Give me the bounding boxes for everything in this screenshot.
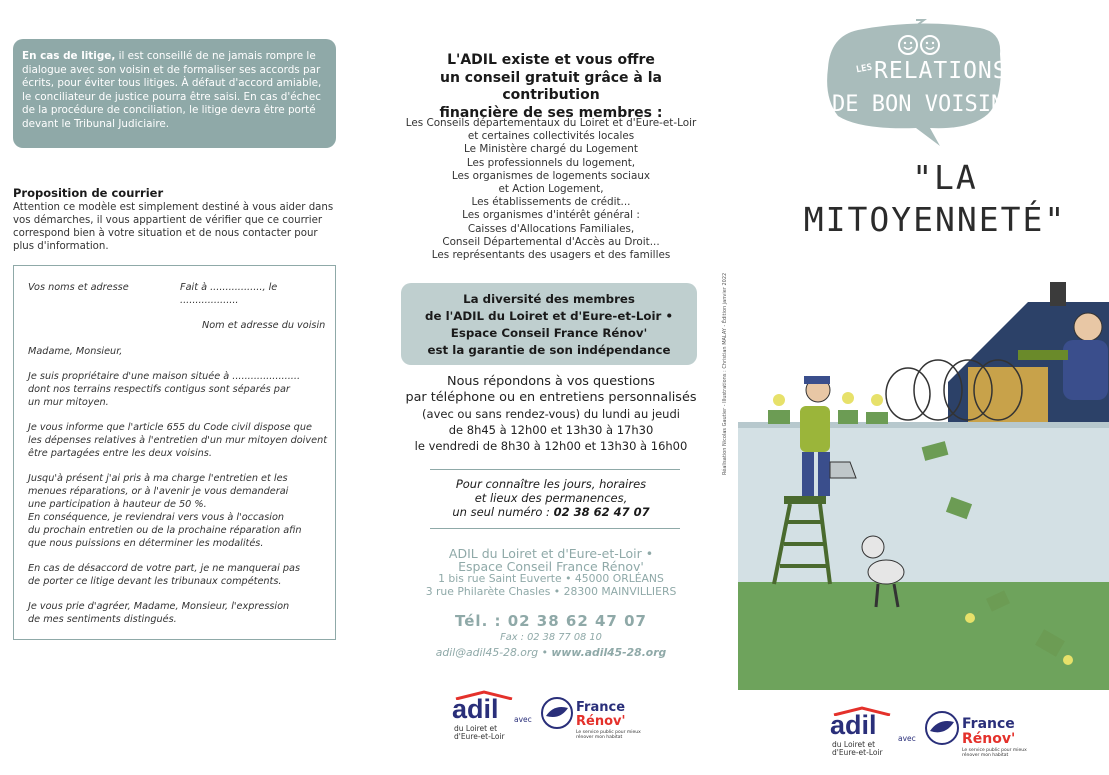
address-block [396, 548, 706, 598]
letter-line: Je vous informe que l'article 655 du Code civil dispose que [28, 422, 312, 433]
email-web [396, 646, 706, 659]
adil-sub-line: d'Eure-et-Loir [832, 748, 883, 757]
address-line: ADIL du Loiret et d'Eure-et-Loir • [448, 546, 654, 561]
france-renov-marianne-icon [540, 696, 574, 730]
logos-right [830, 706, 1080, 768]
letter-line: du prochain entretien ou de la prochaine réparation afin [28, 525, 302, 536]
address-line: 3 rue Philarète Chasles • 28300 MAINVILLIERS [425, 584, 677, 598]
adil-logo-sub [832, 741, 883, 757]
permanences-line: un seul numéro : [452, 504, 554, 519]
divider [430, 469, 680, 470]
chimney [1050, 282, 1066, 306]
avec-label: avec [514, 715, 532, 724]
letter-line: Je suis propriétaire d'une maison située à ...................... [28, 371, 301, 382]
members-list [396, 117, 706, 262]
letter-salutation: Madame, Monsieur, [28, 346, 123, 357]
contact-hours [396, 374, 706, 454]
permanences-info [396, 478, 706, 519]
letter-line: de porter ce litige devant les tribunaux compétents. [28, 576, 282, 587]
litige-box [13, 39, 336, 148]
member-item: et certaines collectivités locales [467, 130, 635, 143]
member-item: Conseil Départemental d'Accès au Droit... [442, 235, 660, 248]
tagline-line: Le service public pour mieux [576, 730, 641, 735]
litige-bold: En cas de litige, [22, 50, 116, 62]
adil-title-line: L'ADIL existe et vous offre [447, 52, 655, 68]
adil-title [396, 52, 706, 122]
fax: Fax : 02 38 77 08 10 [500, 632, 602, 643]
permanences-line: et lieux des permanences, [474, 490, 628, 505]
litige-text: il est conseillé de ne jamais rompre le dialogue avec son voisin et de formaliser ses accords par écrits, pour éviter tous litiges. À défaut d'accord amiable, le conciliateur de justice pourra être saisi. En cas d'échec de la procédure de conciliation, le litige devra être porté devant le Tribunal Judiciaire. [22, 50, 322, 130]
letter-place-date: Fait à ................., le ................... [180, 282, 278, 306]
telephone[interactable]: Tél. : 02 38 62 47 07 [455, 612, 647, 630]
letter-line: une participation à hauteur de 50 %. [28, 499, 207, 510]
lawn [738, 568, 1109, 690]
adil-logo-sub [454, 725, 505, 741]
address-line: Espace Conseil France Rénov' [458, 558, 644, 574]
credits [722, 240, 734, 475]
member-item: Les organismes d'intérêt général : [462, 209, 640, 222]
member-item: Les organismes de logements sociaux [451, 169, 651, 182]
tagline-line: rénover mon habitat [962, 753, 1009, 758]
divider [430, 528, 680, 529]
member-item: Les représentants des usagers et des familles [431, 249, 671, 262]
logos-middle [452, 690, 702, 750]
contact-line: le vendredi de 8h30 à 12h00 et 13h30 à 16h00 [414, 439, 688, 453]
letter-line: Je vous prie d'agréer, Madame, Monsieur, l'expression [28, 601, 290, 612]
bubble-relations: RELATIONS [874, 58, 1008, 84]
letter-template [13, 265, 336, 640]
letter-line: menues réparations, or à l'avenir je vous demanderai [28, 486, 289, 497]
adil-sub-line: d'Eure-et-Loir [454, 732, 505, 741]
member-item: et Action Logement, [498, 183, 604, 196]
credits-text: Réalisation Nicolas Gautier - Illustrations : Christian MALAY - Édition janvier 2022 [722, 272, 728, 475]
adil-sub-line: du Loiret et [832, 740, 876, 749]
letter-line: Jusqu'à présent j'ai pris à ma charge l'entretien et les [28, 473, 288, 484]
bubble-voisinage: DE BON VOISINAGE [832, 92, 1044, 117]
adil-logo: adil [452, 694, 499, 724]
tagline-line: Le service public pour mieux [962, 748, 1027, 753]
separator: • [538, 646, 552, 659]
cover-title-line1: "LA [912, 158, 978, 197]
tagline-line: rénover mon habitat [576, 735, 623, 740]
contact-line: Nous répondons à vos questions [447, 374, 655, 389]
member-item: Le Ministère chargé du Logement [464, 143, 638, 156]
permanences-phone[interactable]: 02 38 62 47 07 [553, 504, 650, 519]
france-renov-tagline [576, 730, 641, 740]
avec-label: avec [898, 734, 916, 743]
independence-line: est la garantie de son indépendance [427, 343, 671, 357]
independence-line: La diversité des membres [463, 292, 635, 306]
france-renov-marianne-icon [924, 710, 960, 746]
member-item: Les Conseils départementaux du Loiret et d'Eure-et-Loir [405, 117, 697, 129]
letter-line: dont nos terrains respectifs contigus sont séparés par [28, 384, 290, 395]
proposition-text: Attention ce modèle est simplement destiné à vous aider dans vos démarches, il vous appartient de vérifier que ce courrier correspond bien à votre situation et de nous contacter pour plus d'information. [13, 202, 334, 252]
zz-icon [916, 20, 924, 26]
address-line: 1 bis rue Saint Euverte • 45000 ORLÉANS [438, 572, 664, 585]
letter-line: de mes sentiments distingués. [28, 614, 177, 625]
independence-box [401, 283, 697, 365]
member-item: Caisses d'Allocations Familiales, [467, 222, 635, 235]
adil-title-line: financière de ses membres : [439, 104, 663, 121]
contact-line: (avec ou sans rendez-vous) du lundi au jeudi [422, 407, 680, 421]
member-item: Les professionnels du logement, [466, 156, 636, 169]
france-renov-renov: Rénov' [576, 714, 626, 729]
proposition-title: Proposition de courrier [13, 186, 164, 200]
letter-sender: Vos noms et adresse [28, 282, 129, 293]
letter-line: En conséquence, je reviendrai vers vous à l'occasion [28, 512, 285, 523]
member-item: Les établissements de crédit... [471, 196, 631, 209]
contact-line: de 8h45 à 12h00 et 13h30 à 17h30 [448, 423, 654, 437]
france-renov-france: France [576, 700, 626, 715]
letter-line: En cas de désaccord de votre part, je ne manquerai pas [28, 563, 300, 574]
france-renov-france: France [962, 716, 1015, 732]
letter-line: être partagées entre les deux voisins. [28, 448, 212, 459]
independence-line: de l'ADIL du Loiret et d'Eure-et-Loir • [425, 309, 673, 323]
adil-title-line: un conseil gratuit grâce à la contribution [440, 69, 662, 103]
neighbor-illustration [738, 272, 1109, 690]
contact-line: par téléphone ou en entretiens personnalisés [405, 390, 697, 405]
independence-line: Espace Conseil France Rénov' [450, 326, 648, 340]
letter-line: que nous puissions en déterminer les modalités. [28, 538, 264, 549]
letter-line: les dépenses relatives à l'entretien d'un mur mitoyen doivent [28, 435, 328, 446]
france-renov-tagline [962, 748, 1027, 758]
bubble-les: LES [855, 62, 874, 76]
web-link[interactable]: www.adil45-28.org [551, 646, 667, 659]
letter-neighbor: Nom et adresse du voisin [202, 320, 326, 331]
adil-sub-line: du Loiret et [454, 724, 498, 733]
letter-line: un mur mitoyen. [28, 397, 109, 408]
adil-logo: adil [830, 710, 877, 740]
permanences-line: Pour connaître les jours, horaires [455, 477, 647, 491]
cover-title-line2: MITOYENNETÉ" [803, 200, 1067, 239]
email-link[interactable]: adil@adil45-28.org [435, 646, 539, 659]
france-renov-renov: Rénov' [962, 731, 1016, 747]
